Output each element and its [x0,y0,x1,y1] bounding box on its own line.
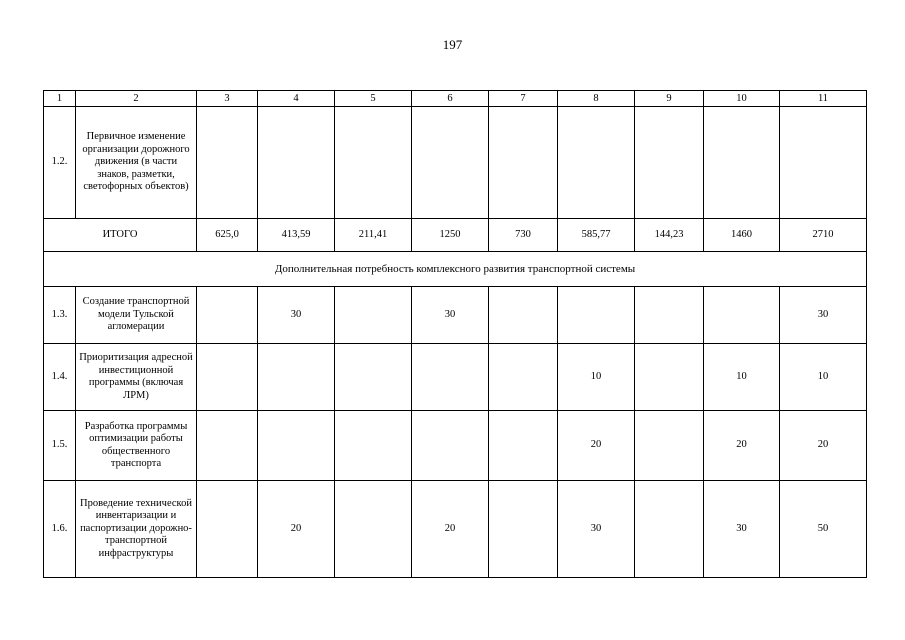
column-number: 11 [780,91,867,107]
table-cell: 30 [780,287,867,344]
row-number: 1.3. [44,287,76,344]
row-number: 1.5. [44,411,76,481]
table-cell [258,344,335,411]
table-cell [412,411,489,481]
row-description: Разработка программы оптимизации работы общественного транспорта [76,411,197,481]
total-cell: 413,59 [258,219,335,252]
table-cell: 20 [258,481,335,578]
total-cell: 2710 [780,219,867,252]
table-cell [258,411,335,481]
table-cell [489,344,558,411]
table-row [44,411,867,481]
table-cell [635,344,704,411]
table-cell [412,107,489,219]
column-number: 4 [258,91,335,107]
column-number: 7 [489,91,558,107]
row-description: Создание транспортной модели Тульской агломерации [76,287,197,344]
table-cell [335,481,412,578]
total-cell: 585,77 [558,219,635,252]
total-cell: 730 [489,219,558,252]
table-cell [489,411,558,481]
table-cell [489,107,558,219]
table-cell [635,107,704,219]
table-row [44,344,867,411]
table-cell: 10 [558,344,635,411]
column-number: 3 [197,91,258,107]
table-cell [489,287,558,344]
column-number: 6 [412,91,489,107]
total-cell: 625,0 [197,219,258,252]
row-description: Приоритизация адресной инвестиционной программы (включая ЛРМ) [76,344,197,411]
table-cell: 50 [780,481,867,578]
table-cell [197,411,258,481]
table-cell: 30 [412,287,489,344]
table-cell [635,481,704,578]
table-row [44,287,867,344]
column-number: 1 [44,91,76,107]
table-row [44,481,867,578]
table-cell [258,107,335,219]
table-row [44,107,867,219]
table-cell [558,287,635,344]
table-cell [335,287,412,344]
table-cell: 30 [258,287,335,344]
table-cell: 10 [704,344,780,411]
page-number: 197 [442,37,463,52]
budget-table [43,90,867,578]
table-cell [489,481,558,578]
table-cell [197,344,258,411]
row-description: Проведение технической инвентаризации и паспортизации дорожно-транспортной инфраструктуры [76,481,197,578]
total-cell: 1460 [704,219,780,252]
table-cell: 20 [412,481,489,578]
total-cell: 144,23 [635,219,704,252]
row-number: 1.2. [44,107,76,219]
column-number: 2 [76,91,197,107]
table-cell: 20 [558,411,635,481]
column-number: 5 [335,91,412,107]
table-cell [635,411,704,481]
column-number-row [44,91,867,107]
table-cell [197,287,258,344]
table-cell [780,107,867,219]
table-cell [197,481,258,578]
section-title: Дополнительная потребность комплексного развития транспортной системы [44,252,867,287]
column-number: 10 [704,91,780,107]
table-cell: 30 [558,481,635,578]
section-header-row [44,252,867,287]
total-row [44,219,867,252]
table-cell: 30 [704,481,780,578]
total-label: ИТОГО [44,219,197,252]
total-cell: 211,41 [335,219,412,252]
table-cell [335,344,412,411]
table-cell [704,287,780,344]
column-number: 8 [558,91,635,107]
table-cell: 20 [704,411,780,481]
column-number: 9 [635,91,704,107]
row-number: 1.6. [44,481,76,578]
table-cell [335,107,412,219]
table-cell [704,107,780,219]
table-cell: 20 [780,411,867,481]
table-cell [197,107,258,219]
table-cell [335,411,412,481]
table-cell [635,287,704,344]
row-description: Первичное изменение организации дорожного движения (в части знаков, разметки, светофорных объектов) [76,107,197,219]
table-cell [412,344,489,411]
table-cell [558,107,635,219]
row-number: 1.4. [44,344,76,411]
table-cell: 10 [780,344,867,411]
total-cell: 1250 [412,219,489,252]
